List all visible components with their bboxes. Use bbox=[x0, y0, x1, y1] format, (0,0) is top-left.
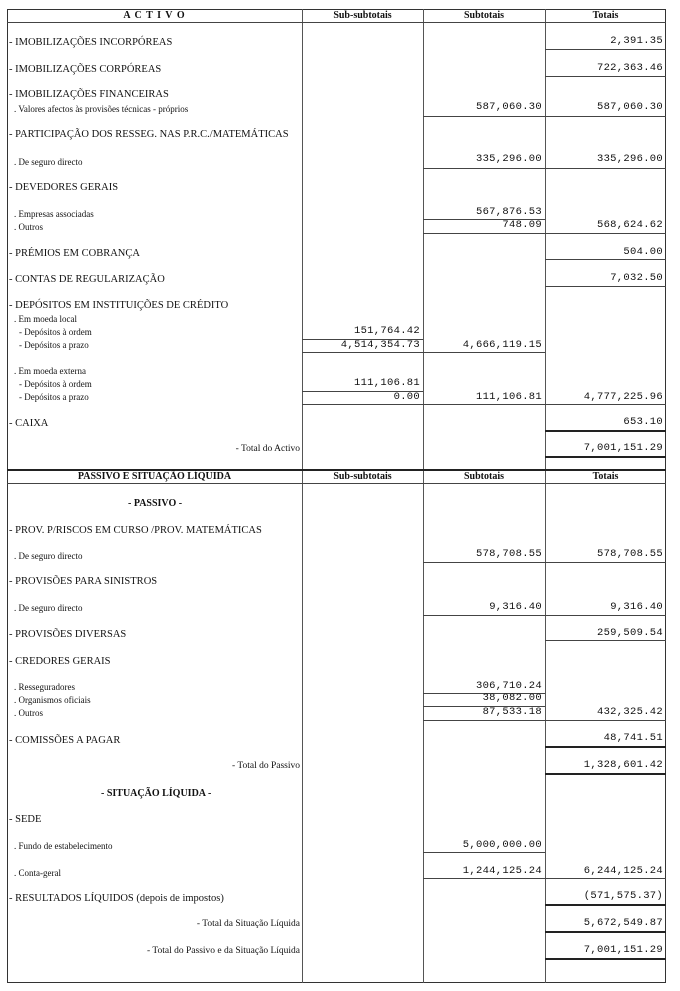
value-local-ordem: 151,764.42 bbox=[353, 325, 420, 337]
subtotal-participacao: 335,296.00 bbox=[475, 153, 542, 165]
col-sub-subtotais-header: Sub-subtotais bbox=[333, 471, 392, 482]
row-label-devedores: - DEVEDORES GERAIS bbox=[9, 182, 119, 193]
row-label-credores: - CREDORES GERAIS bbox=[9, 656, 111, 667]
row-label-depositos: - DEPÓSITOS EM INSTITUIÇÕES DE CRÉDITO bbox=[9, 300, 229, 311]
row-label-prov-riscos: - PROV. P/RISCOS EM CURSO /PROV. MATEMÁTICAS bbox=[9, 525, 262, 536]
row-label-resultados: - RESULTADOS LÍQUIDOS (depois de impostos) bbox=[9, 893, 224, 904]
subtotal-imob-financeiras: 587,060.30 bbox=[475, 101, 542, 113]
row-label-imob-corporeas: - IMOBILIZAÇÕES CORPÓREAS bbox=[9, 64, 162, 75]
sublabel-outros: . Outros bbox=[14, 222, 43, 232]
value-local-prazo: 4,514,354.73 bbox=[340, 339, 420, 351]
row-divider bbox=[545, 746, 666, 748]
total-situacao-liquida: 5,672,549.87 bbox=[583, 917, 663, 929]
header-divider bbox=[7, 22, 666, 23]
col-totais-header: Totais bbox=[592, 471, 619, 482]
value-resseguradores: 306,710.24 bbox=[475, 680, 542, 692]
row-label-premios: - PRÉMIOS EM COBRANÇA bbox=[9, 248, 140, 259]
row-divider bbox=[545, 259, 666, 260]
col-totais-header: Totais bbox=[592, 10, 619, 21]
row-divider bbox=[423, 562, 666, 563]
header-divider bbox=[7, 483, 666, 484]
row-divider bbox=[545, 76, 666, 77]
sublabel-local-ordem: - Depósitos à ordem bbox=[19, 327, 92, 337]
row-divider bbox=[545, 456, 666, 458]
value-fundo-estabelecimento: 5,000,000.00 bbox=[462, 839, 542, 851]
sublabel-organismos-oficiais: . Organismos oficiais bbox=[14, 695, 91, 705]
total-prov-sinistros: 9,316.40 bbox=[610, 601, 663, 613]
row-divider bbox=[423, 852, 545, 853]
total-devedores: 568,624.62 bbox=[596, 219, 663, 231]
col-subtotais-header: Subtotais bbox=[463, 471, 504, 482]
total-resultados: (571,575.37) bbox=[583, 890, 663, 902]
section-situacao-liquida: - SITUAÇÃO LÍQUIDA - bbox=[101, 788, 212, 799]
sublabel-conta-geral: . Conta-geral bbox=[14, 868, 61, 878]
row-divider bbox=[545, 773, 666, 775]
sublabel-resseguradores: . Resseguradores bbox=[14, 682, 75, 692]
row-divider bbox=[423, 615, 666, 616]
total-comissoes: 48,741.51 bbox=[603, 732, 663, 744]
subtotal-prov-riscos: 578,708.55 bbox=[475, 548, 542, 560]
passivo-title: PASSIVO E SITUAÇÃO LÍQUIDA bbox=[77, 471, 232, 482]
total-activo: 7,001,151.29 bbox=[583, 442, 663, 454]
sublabel-outros: . Outros bbox=[14, 708, 43, 718]
subtotal-moeda-externa: 111,106.81 bbox=[475, 391, 542, 403]
sublabel-seguro-directo: . De seguro directo bbox=[14, 551, 83, 561]
label-total-passivo: - Total do Passivo bbox=[231, 761, 300, 771]
row-label-contas-regularizacao: - CONTAS DE REGULARIZAÇÃO bbox=[9, 274, 165, 285]
sublabel-fundo-estabelecimento: . Fundo de estabelecimento bbox=[14, 841, 113, 851]
row-divider bbox=[545, 430, 666, 432]
sublabel-externa-prazo: - Depósitos a prazo bbox=[19, 392, 89, 402]
column-divider bbox=[302, 9, 303, 983]
row-label-comissoes: - COMISSÕES A PAGAR bbox=[9, 735, 121, 746]
col-sub-subtotais-header: Sub-subtotais bbox=[333, 10, 392, 21]
sublabel-seguro-directo: . De seguro directo bbox=[14, 603, 83, 613]
total-prov-diversas: 259,509.54 bbox=[596, 627, 663, 639]
row-divider bbox=[423, 116, 666, 117]
row-divider bbox=[545, 286, 666, 287]
label-total-geral: - Total do Passivo e da Situação Líquida bbox=[147, 946, 300, 956]
total-imob-incorporeas: 2,391.35 bbox=[610, 35, 663, 47]
total-contas-regularizacao: 7,032.50 bbox=[610, 272, 663, 284]
row-label-sede: - SEDE bbox=[9, 814, 42, 825]
row-label-imob-incorporeas: - IMOBILIZAÇÕES INCORPÓREAS bbox=[9, 37, 173, 48]
row-label-imob-financeiras: - IMOBILIZAÇÕES FINANCEIRAS bbox=[9, 89, 169, 100]
sublabel-seguro-directo: . De seguro directo bbox=[14, 157, 83, 167]
sublabel-local-prazo: - Depósitos a prazo bbox=[19, 340, 89, 350]
col-subtotais-header: Subtotais bbox=[463, 10, 504, 21]
row-divider bbox=[545, 904, 666, 906]
label-total-situacao: - Total da Situação Líquida bbox=[196, 919, 300, 929]
row-label-caixa: - CAIXA bbox=[9, 418, 49, 429]
sublabel-moeda-local: . Em moeda local bbox=[14, 314, 77, 324]
total-prov-riscos: 578,708.55 bbox=[596, 548, 663, 560]
row-divider bbox=[423, 233, 666, 234]
value-empresas-associadas: 567,876.53 bbox=[475, 206, 542, 218]
row-divider bbox=[545, 49, 666, 50]
sublabel-externa-ordem: - Depósitos à ordem bbox=[19, 379, 92, 389]
total-credores: 432,325.42 bbox=[596, 706, 663, 718]
section-passivo: - PASSIVO - bbox=[128, 498, 183, 509]
row-divider bbox=[423, 878, 666, 879]
total-depositos: 4,777,225.96 bbox=[583, 391, 663, 403]
row-divider bbox=[302, 404, 666, 405]
total-caixa: 653.10 bbox=[623, 416, 663, 428]
total-passivo-situacao: 7,001,151.29 bbox=[583, 944, 663, 956]
row-divider bbox=[423, 720, 666, 721]
row-label-prov-sinistros: - PROVISÕES PARA SINISTROS bbox=[9, 576, 158, 587]
total-premios: 504.00 bbox=[623, 246, 663, 258]
value-organismos-oficiais: 38,082.00 bbox=[482, 692, 542, 704]
sublabel-moeda-externa: . Em moeda externa bbox=[14, 366, 86, 376]
total-imob-corporeas: 722,363.46 bbox=[596, 62, 663, 74]
total-sede: 6,244,125.24 bbox=[583, 865, 663, 877]
activo-title: A C T I V O bbox=[123, 10, 186, 21]
total-passivo: 1,328,601.42 bbox=[583, 759, 663, 771]
row-divider bbox=[545, 931, 666, 933]
row-label-participacao: - PARTICIPAÇÃO DOS RESSEG. NAS P.R.C./MATEMÁTICAS bbox=[9, 129, 289, 140]
row-label-prov-diversas: - PROVISÕES DIVERSAS bbox=[9, 629, 127, 640]
value-credores-outros: 87,533.18 bbox=[482, 706, 542, 718]
label-total-activo: - Total do Activo bbox=[235, 444, 300, 454]
subtotal-moeda-local: 4,666,119.15 bbox=[462, 339, 542, 351]
row-divider bbox=[423, 168, 666, 169]
sublabel-empresas-associadas: . Empresas associadas bbox=[14, 209, 94, 219]
total-participacao: 335,296.00 bbox=[596, 153, 663, 165]
row-divider bbox=[302, 352, 545, 353]
value-externa-prazo: 0.00 bbox=[393, 391, 420, 403]
row-divider bbox=[545, 958, 666, 960]
row-divider bbox=[545, 640, 666, 641]
value-devedores-outros: 748.09 bbox=[502, 219, 542, 231]
sublabel-valores-afectos: . Valores afectos às provisões técnicas - próprios bbox=[14, 104, 189, 114]
total-imob-financeiras: 587,060.30 bbox=[596, 101, 663, 113]
subtotal-prov-sinistros: 9,316.40 bbox=[489, 601, 542, 613]
value-conta-geral: 1,244,125.24 bbox=[462, 865, 542, 877]
value-externa-ordem: 111,106.81 bbox=[353, 377, 420, 389]
